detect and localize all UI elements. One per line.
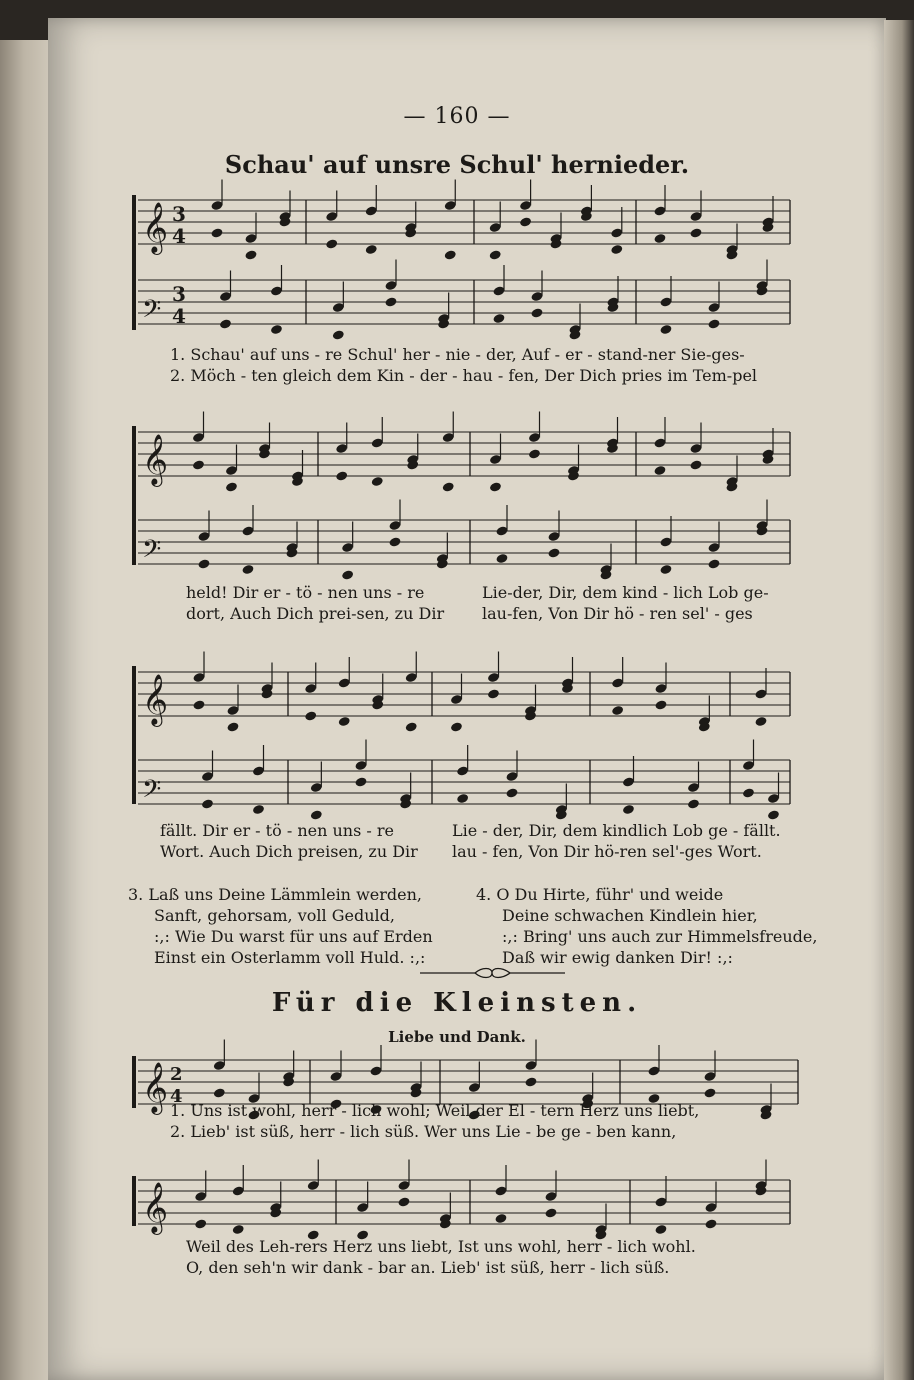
lyric-line: Lie - der, Dir, dem kindlich Lob ge - fällt.	[452, 821, 781, 840]
treble-notehead	[226, 721, 239, 732]
lyrics-system-3-right	[452, 820, 781, 862]
lyrics-system-1	[170, 344, 757, 386]
lyric-line: lau - fen, Von Dir hö-ren sel'-ges Wort.	[452, 842, 762, 861]
treble-notehead	[232, 1224, 245, 1235]
verse-line: :,: Bring' uns auch zur Himmelsfreude,	[502, 927, 818, 946]
verse-3	[128, 884, 433, 968]
treble-notehead	[487, 688, 500, 699]
treble-notehead	[338, 716, 351, 727]
bass-notehead	[456, 793, 469, 804]
treble-notehead	[524, 1076, 537, 1087]
bass-notehead	[505, 787, 518, 798]
lyric-line: Lie-der, Dir, dem kind - lich Lob ge-	[482, 583, 769, 602]
treble-notehead	[754, 716, 767, 727]
treble-notehead	[489, 481, 502, 492]
bass-notehead	[252, 804, 265, 815]
treble-clef: 𝄞	[142, 202, 169, 253]
verse-line: Einst ein Osterlamm voll Huld. :,:	[154, 948, 426, 967]
bass-notehead	[767, 809, 780, 820]
treble-notehead	[304, 710, 317, 721]
treble-notehead	[365, 244, 378, 255]
treble-notehead	[494, 1213, 507, 1224]
bass-notehead	[341, 569, 354, 580]
time-signature: 4	[172, 304, 186, 328]
treble-notehead	[444, 249, 457, 260]
treble-notehead	[325, 238, 338, 249]
treble-notehead	[442, 481, 455, 492]
lyrics-system-2-right	[482, 582, 769, 624]
treble-clef: 𝄞	[142, 1062, 169, 1113]
verse-line: Deine schwachen Kindlein hier,	[502, 906, 758, 925]
verse-line: :,: Wie Du warst für uns auf Erden	[154, 927, 433, 946]
bass-notehead	[270, 324, 283, 335]
song-subtitle: Liebe und Dank.	[388, 1028, 526, 1046]
lyrics-system-4	[170, 1100, 699, 1142]
verse-4	[476, 884, 817, 968]
treble-notehead	[335, 470, 348, 481]
lyric-line: Wort. Auch Dich preisen, zu Dir	[160, 842, 418, 861]
bass-notehead	[687, 798, 700, 809]
treble-notehead	[213, 1087, 226, 1098]
treble-notehead	[689, 459, 702, 470]
bass-notehead	[547, 547, 560, 558]
treble-notehead	[244, 249, 257, 260]
treble-notehead	[489, 249, 502, 260]
song-title: Schau' auf unsre Schul' hernieder.	[224, 150, 690, 179]
verse-line: Sanft, gehorsam, voll Geduld,	[154, 906, 395, 925]
time-signature: 2	[170, 1064, 183, 1085]
treble-notehead	[703, 1087, 716, 1098]
bass-clef: 𝄢	[142, 775, 162, 810]
bass-notehead	[530, 307, 543, 318]
bass-notehead	[707, 558, 720, 569]
treble-notehead	[689, 227, 702, 238]
page-number: — 160 —	[403, 104, 511, 129]
bass-notehead	[659, 564, 672, 575]
bass-notehead	[659, 324, 672, 335]
lyrics-system-3-left	[160, 820, 418, 862]
treble-notehead	[544, 1207, 557, 1218]
treble-clef: 𝄞	[142, 434, 169, 485]
treble-notehead	[194, 1218, 207, 1229]
bass-notehead	[495, 553, 508, 564]
verse-line: 3. Laß uns Deine Lämmlein werden,	[128, 885, 422, 904]
lyric-line: O, den seh'n wir dank - bar an. Lieb' ist süß, herr - lich süß.	[186, 1258, 670, 1277]
treble-notehead	[611, 705, 624, 716]
bass-clef: 𝄢	[142, 535, 162, 570]
lyric-line: lau-fen, Von Dir hö - ren sel' - ges	[482, 604, 753, 623]
lyric-line: 2. Möch - ten gleich dem Kin - der - hau - fen, Der Dich pries im Tem-pel	[170, 366, 758, 385]
lyrics-system-5	[186, 1236, 696, 1278]
lyric-line: held! Dir er - tö - nen uns - re	[186, 583, 425, 602]
treble-notehead	[405, 721, 418, 732]
treble-notehead	[371, 476, 384, 487]
bass-notehead	[492, 313, 505, 324]
ornament-divider	[420, 966, 565, 980]
verse-line: 4. O Du Hirte, führ' und weide	[476, 885, 724, 904]
treble-notehead	[610, 244, 623, 255]
treble-notehead	[653, 233, 666, 244]
lyric-line: fällt. Dir er - tö - nen uns - re	[160, 821, 394, 840]
bass-notehead	[354, 776, 367, 787]
time-signature: 4	[172, 224, 186, 248]
bass-clef: 𝄢	[142, 295, 162, 330]
time-signature: 3	[172, 282, 186, 306]
bass-notehead	[622, 804, 635, 815]
treble-notehead	[450, 721, 463, 732]
treble-notehead	[653, 465, 666, 476]
bass-notehead	[388, 536, 401, 547]
bass-notehead	[332, 329, 345, 340]
bass-notehead	[241, 564, 254, 575]
treble-clef: 𝄞	[142, 1182, 169, 1233]
bass-notehead	[201, 798, 214, 809]
treble-clef: 𝄞	[142, 674, 169, 725]
time-signature: 3	[172, 202, 186, 226]
lyric-line: 2. Lieb' ist süß, herr - lich süß. Wer uns Lie - be ge - ben kann,	[170, 1122, 677, 1141]
treble-notehead	[528, 448, 541, 459]
lyric-line: Weil des Leh-rers Herz uns liebt, Ist uns wohl, herr - lich wohl.	[186, 1237, 696, 1256]
treble-notehead	[654, 699, 667, 710]
treble-notehead	[225, 481, 238, 492]
treble-notehead	[397, 1196, 410, 1207]
treble-notehead	[654, 1224, 667, 1235]
treble-notehead	[704, 1218, 717, 1229]
treble-notehead	[192, 699, 205, 710]
verse-line: Daß wir ewig danken Dir! :,:	[502, 948, 733, 967]
lyric-line: dort, Auch Dich prei-sen, zu Dir	[186, 604, 445, 623]
bass-notehead	[197, 558, 210, 569]
treble-notehead	[210, 227, 223, 238]
bass-notehead	[742, 787, 755, 798]
lyric-line: 1. Uns ist wohl, herr - lich wohl; Weil der El - tern Herz uns liebt,	[170, 1101, 700, 1120]
lyrics-system-2-left	[186, 582, 444, 624]
bass-notehead	[310, 809, 323, 820]
time-signature: 4	[170, 1086, 183, 1107]
lyric-line: 1. Schau' auf uns - re Schul' her - nie - der, Auf - er - stand-ner Sie-ges-	[170, 345, 745, 364]
bass-notehead	[384, 296, 397, 307]
treble-notehead	[519, 216, 532, 227]
treble-notehead	[192, 459, 205, 470]
bass-notehead	[219, 318, 232, 329]
bass-notehead	[707, 318, 720, 329]
song-title: Für die Kleinsten.	[271, 988, 643, 1018]
